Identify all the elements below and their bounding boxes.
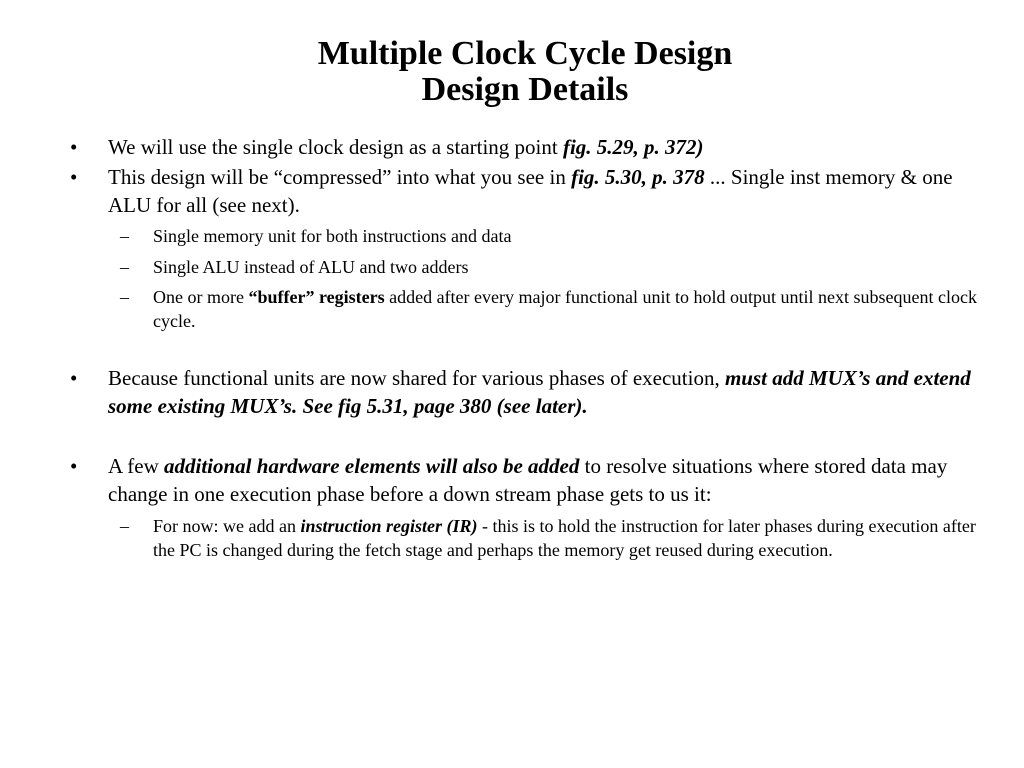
dash-marker: – [120, 226, 129, 246]
bullet-text-continued: ... Single inst memory & one ALU for all (see next). [108, 165, 953, 217]
bullet-shared-units [68, 364, 993, 420]
sub-bullet-text-continued: - this is to hold the instruction for later phases during execution after the PC is changed during the fetch stage and perhaps the memory get reused during execution. [153, 516, 976, 560]
dash-marker: – [120, 287, 129, 307]
bullet-additional-hardware [68, 452, 993, 508]
bullet-text-continued: to resolve situations where stored data may change in one execution phase before a down stream phase gets to us it: [108, 454, 948, 506]
sub-bullet-text-continued: added after every major functional unit to hold output until next subsequent clock cycle. [153, 287, 977, 331]
bullet-text: This design will be “compressed” into what you see in [108, 165, 572, 189]
bullet-starting-point [68, 133, 993, 161]
emphasis-text: additional hardware elements will also be added [164, 454, 580, 478]
bullet-marker: • [70, 135, 78, 159]
sub-bullet-text: Single ALU instead of ALU and two adders [153, 257, 469, 277]
buffer-registers-term: “buffer” registers [248, 287, 385, 307]
bullet-text: A few [108, 454, 164, 478]
sub-bullet-instruction-register [68, 514, 993, 562]
sub-bullet-single-alu [68, 255, 993, 279]
bullet-marker: • [70, 454, 78, 478]
bullet-marker: • [70, 165, 78, 189]
emphasis-text: must add MUX’s and extend some existing MUX’s. See fig 5.31, page 380 (see later). [108, 366, 971, 418]
slide-body [68, 133, 993, 562]
sub-bullet-single-memory [68, 224, 993, 248]
figure-reference: fig. 5.30, p. 378 [571, 165, 705, 189]
title-line-2: Design Details [421, 71, 629, 108]
bullet-text: We will use the single clock design as a starting point [108, 135, 563, 159]
bullet-compressed-design [68, 163, 993, 219]
bullet-marker: • [70, 366, 78, 390]
dash-marker: – [120, 257, 129, 277]
slide-title [0, 36, 1024, 108]
sub-bullet-text: Single memory unit for both instructions and data [153, 226, 512, 246]
sub-bullet-buffer-registers [68, 285, 993, 333]
instruction-register-term: instruction register (IR) [300, 516, 478, 536]
sub-bullet-text: One or more [153, 287, 249, 307]
bullet-text: Because functional units are now shared for various phases of execution, [108, 366, 725, 390]
title-line-1: Multiple Clock Cycle Design [317, 35, 733, 72]
dash-marker: – [120, 516, 129, 536]
figure-reference: fig. 5.29, p. 372) [562, 135, 704, 159]
sub-bullet-text: For now: we add an [153, 516, 301, 536]
